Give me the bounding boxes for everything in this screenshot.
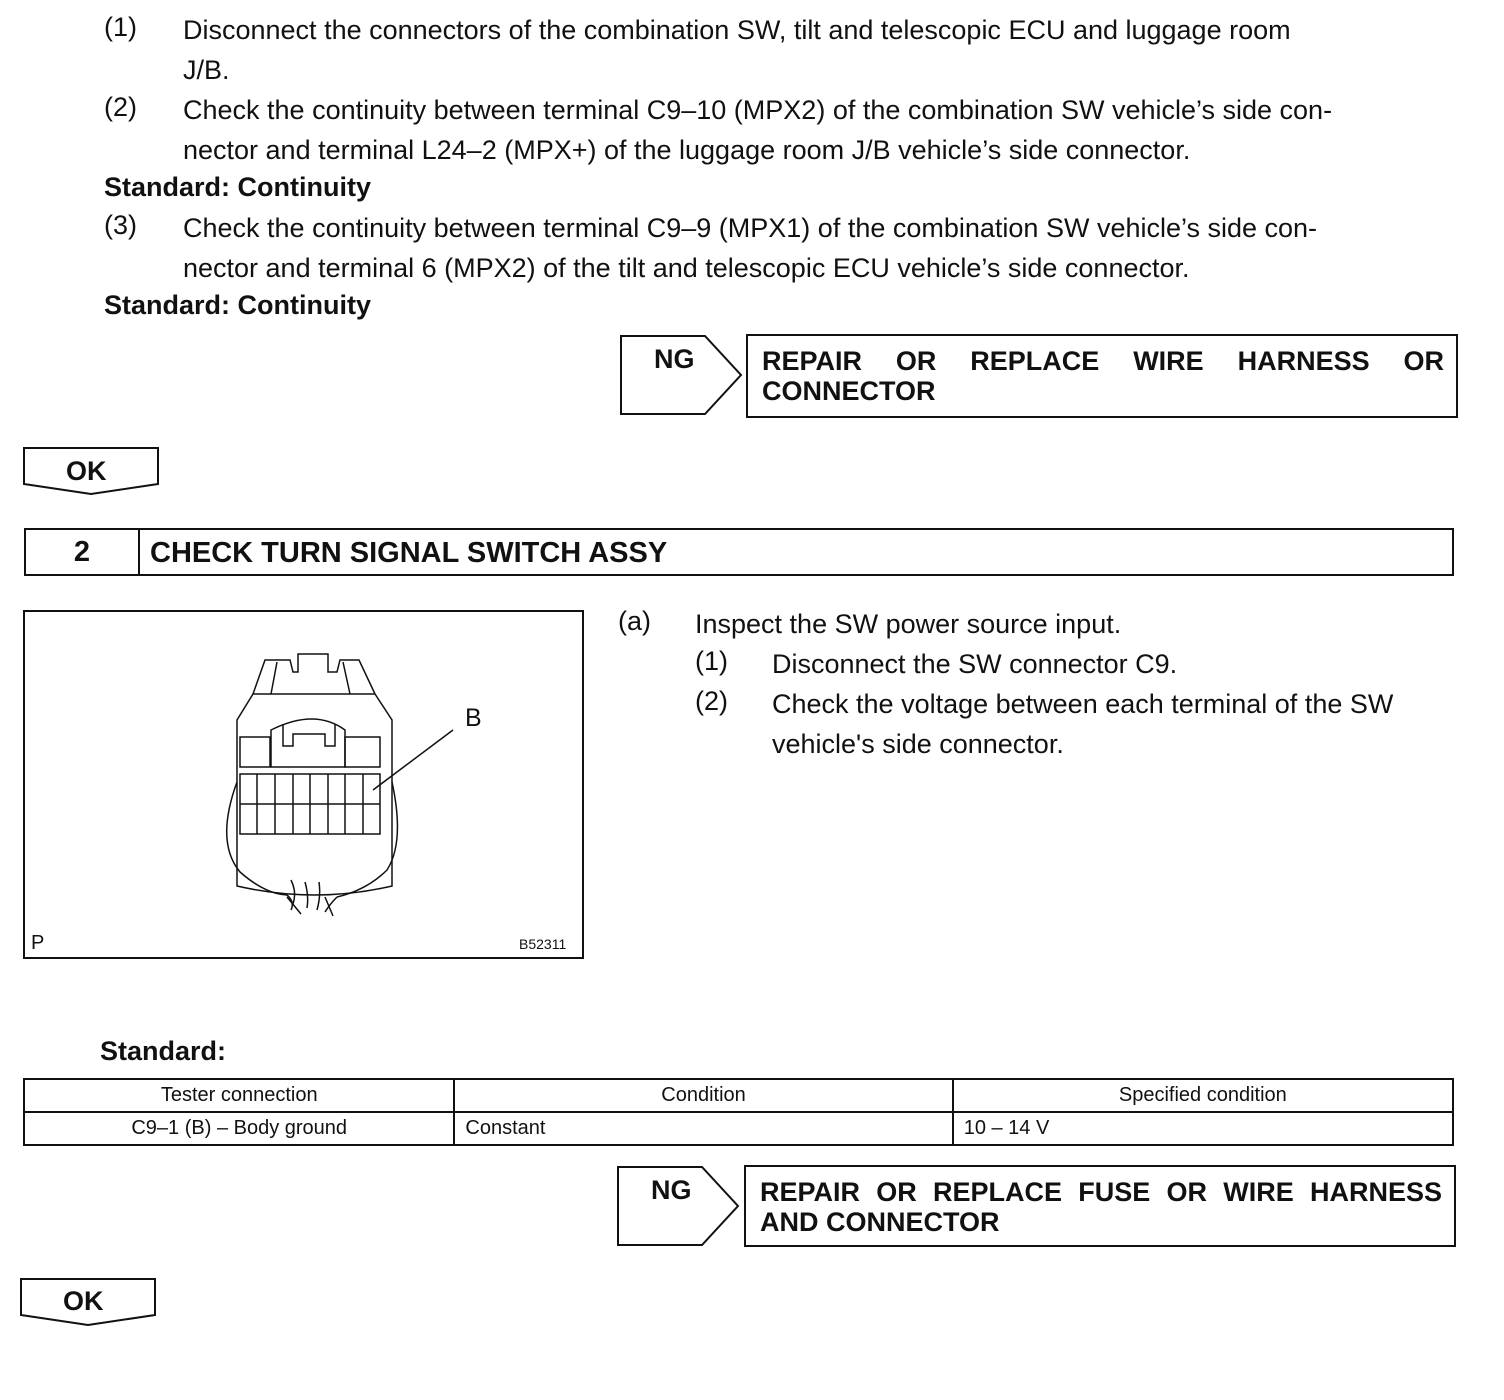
standard-continuity-2: Standard: Continuity	[104, 290, 371, 320]
step-number: (3)	[104, 210, 137, 240]
step-a-number: (a)	[618, 606, 651, 636]
ng-label: NG	[651, 1175, 692, 1205]
standard-table	[23, 1078, 1454, 1146]
table-row	[24, 1112, 1453, 1145]
step-text-line2: nector and terminal 6 (MPX2) of the tilt and telescopic ECU vehicle’s side connector.	[183, 253, 1190, 283]
table-cell: 10 – 14 V	[953, 1112, 1453, 1145]
table-cell: C9–1 (B) – Body ground	[24, 1112, 454, 1145]
ng-label: NG	[654, 344, 695, 374]
substep-2-number: (2)	[695, 686, 728, 716]
callout-label: B	[465, 704, 482, 732]
section-title: CHECK TURN SIGNAL SWITCH ASSY	[150, 537, 668, 569]
ng-action-text: REPAIR OR REPLACE FUSE OR WIRE HARNESS AND CONNECTOR	[760, 1177, 1442, 1237]
substep-2-text-line1: Check the voltage between each terminal of the SW	[772, 689, 1394, 719]
ng-action-box	[746, 334, 1458, 418]
section-header	[24, 528, 1454, 576]
step-text-line1: Check the continuity between terminal C9–10 (MPX2) of the combination SW vehicle’s side con-	[183, 95, 1333, 125]
step-text-line1: Disconnect the connectors of the combination SW, tilt and telescopic ECU and luggage room	[183, 15, 1291, 45]
table-header-cell: Tester connection	[24, 1079, 454, 1112]
step-number: (2)	[104, 92, 137, 122]
substep-1-number: (1)	[695, 646, 728, 676]
standard-label: Standard:	[100, 1036, 227, 1066]
standard-continuity-1: Standard: Continuity	[104, 172, 371, 202]
step-text-line1: Check the continuity between terminal C9–9 (MPX1) of the combination SW vehicle’s side con-	[183, 213, 1318, 243]
table-header-cell: Condition	[454, 1079, 952, 1112]
ng-action-text: REPAIR OR REPLACE WIRE HARNESS OR CONNECTOR	[762, 346, 1444, 406]
figure-id: B52311	[519, 936, 567, 952]
substep-1-text: Disconnect the SW connector C9.	[772, 649, 1178, 679]
section-number: 2	[26, 530, 140, 574]
step-text-line2: nector and terminal L24–2 (MPX+) of the luggage room J/B vehicle’s side connector.	[183, 135, 1191, 165]
ok-label: OK	[66, 456, 107, 486]
table-header-row	[24, 1079, 1453, 1112]
step-number: (1)	[104, 12, 137, 42]
step-text-line2: J/B.	[183, 55, 230, 85]
ok-label: OK	[63, 1286, 104, 1316]
substep-2-text-line2: vehicle's side connector.	[772, 729, 1064, 759]
table-header-cell: Specified condition	[953, 1079, 1453, 1112]
figure-corner-label: P	[31, 932, 45, 954]
step-a-text: Inspect the SW power source input.	[695, 609, 1122, 639]
connector-diagram-icon	[25, 612, 582, 957]
ng-action-box	[744, 1165, 1456, 1247]
table-cell: Constant	[454, 1112, 952, 1145]
connector-figure	[23, 610, 584, 959]
